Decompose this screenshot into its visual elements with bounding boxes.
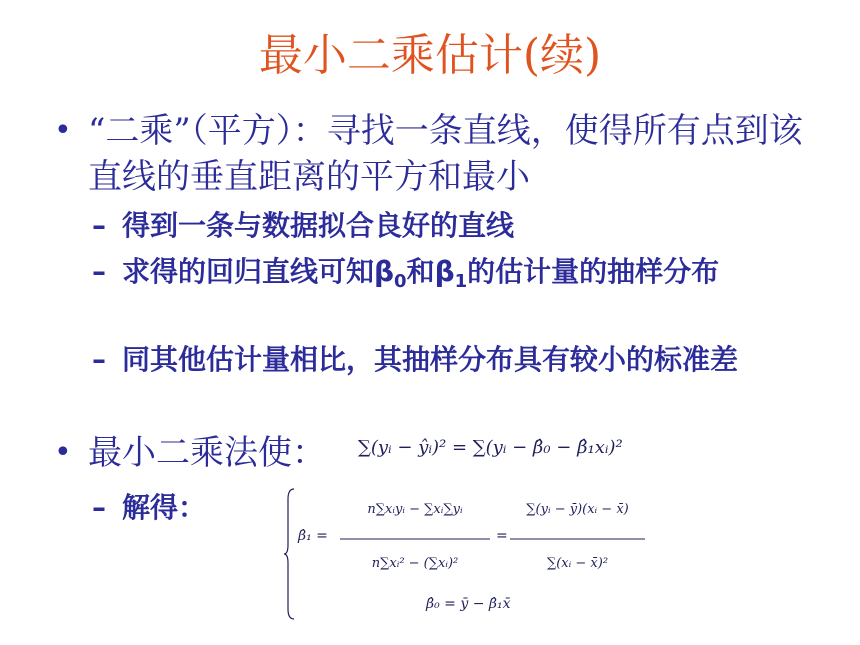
subitem-marker: –	[92, 343, 106, 376]
fraction-bar	[340, 538, 490, 540]
subitem-text: 求得的回归直线可知$\beta_0$和$\beta_1$的估计量的抽样分布	[122, 255, 720, 292]
slide-title: 最小二乘估计(续)	[258, 30, 602, 81]
bullet-text: 最小二乘法使：	[88, 433, 326, 473]
subitem-solution	[92, 488, 272, 528]
formula-beta1-numerator: n∑xᵢyᵢ − ∑xᵢ∑yᵢ	[367, 502, 463, 517]
formula-beta1-lhs: β̂₁ =	[298, 528, 328, 544]
subitem-sampling-distribution	[92, 252, 812, 336]
subitem-text: 同其他估计量相比，其抽样分布具有较小的标准差	[122, 343, 739, 376]
formula-beta0: β̂₀ = ȳ − β̂₁x̄	[426, 596, 511, 612]
fraction-bar-2	[510, 538, 645, 540]
subitem-good-fit-line	[92, 206, 812, 246]
formula-equals: =	[496, 528, 508, 544]
subitem-marker: –	[92, 255, 106, 288]
subitem-text: 解得：	[122, 491, 207, 524]
subitem-text: 得到一条与数据拟合良好的直线	[122, 209, 515, 242]
subitem-smaller-std	[92, 340, 812, 424]
bullet-least-squares-definition	[48, 108, 838, 204]
left-brace	[282, 487, 296, 621]
subitem-marker: –	[92, 491, 106, 524]
bullet-marker: •	[54, 113, 72, 148]
subitem-marker: –	[92, 209, 106, 242]
formula-criterion: ∑(yᵢ − ŷᵢ)² = ∑(yᵢ − β̂₀ − β̂₁xᵢ)²	[358, 437, 623, 458]
bullet-marker: •	[54, 435, 72, 470]
formula-beta1-denominator: n∑xᵢ² − (∑xᵢ)²	[371, 556, 459, 571]
formula-beta1-numerator-centered: ∑(yᵢ − ȳ)(xᵢ − x̄)	[526, 502, 629, 517]
formula-beta1-denominator-centered: ∑(xᵢ − x̄)²	[546, 556, 609, 571]
bullet-text: “二乘”（平方）：寻找一条直线，使得所有点到该直线的垂直距离的平方和最小	[88, 111, 803, 197]
